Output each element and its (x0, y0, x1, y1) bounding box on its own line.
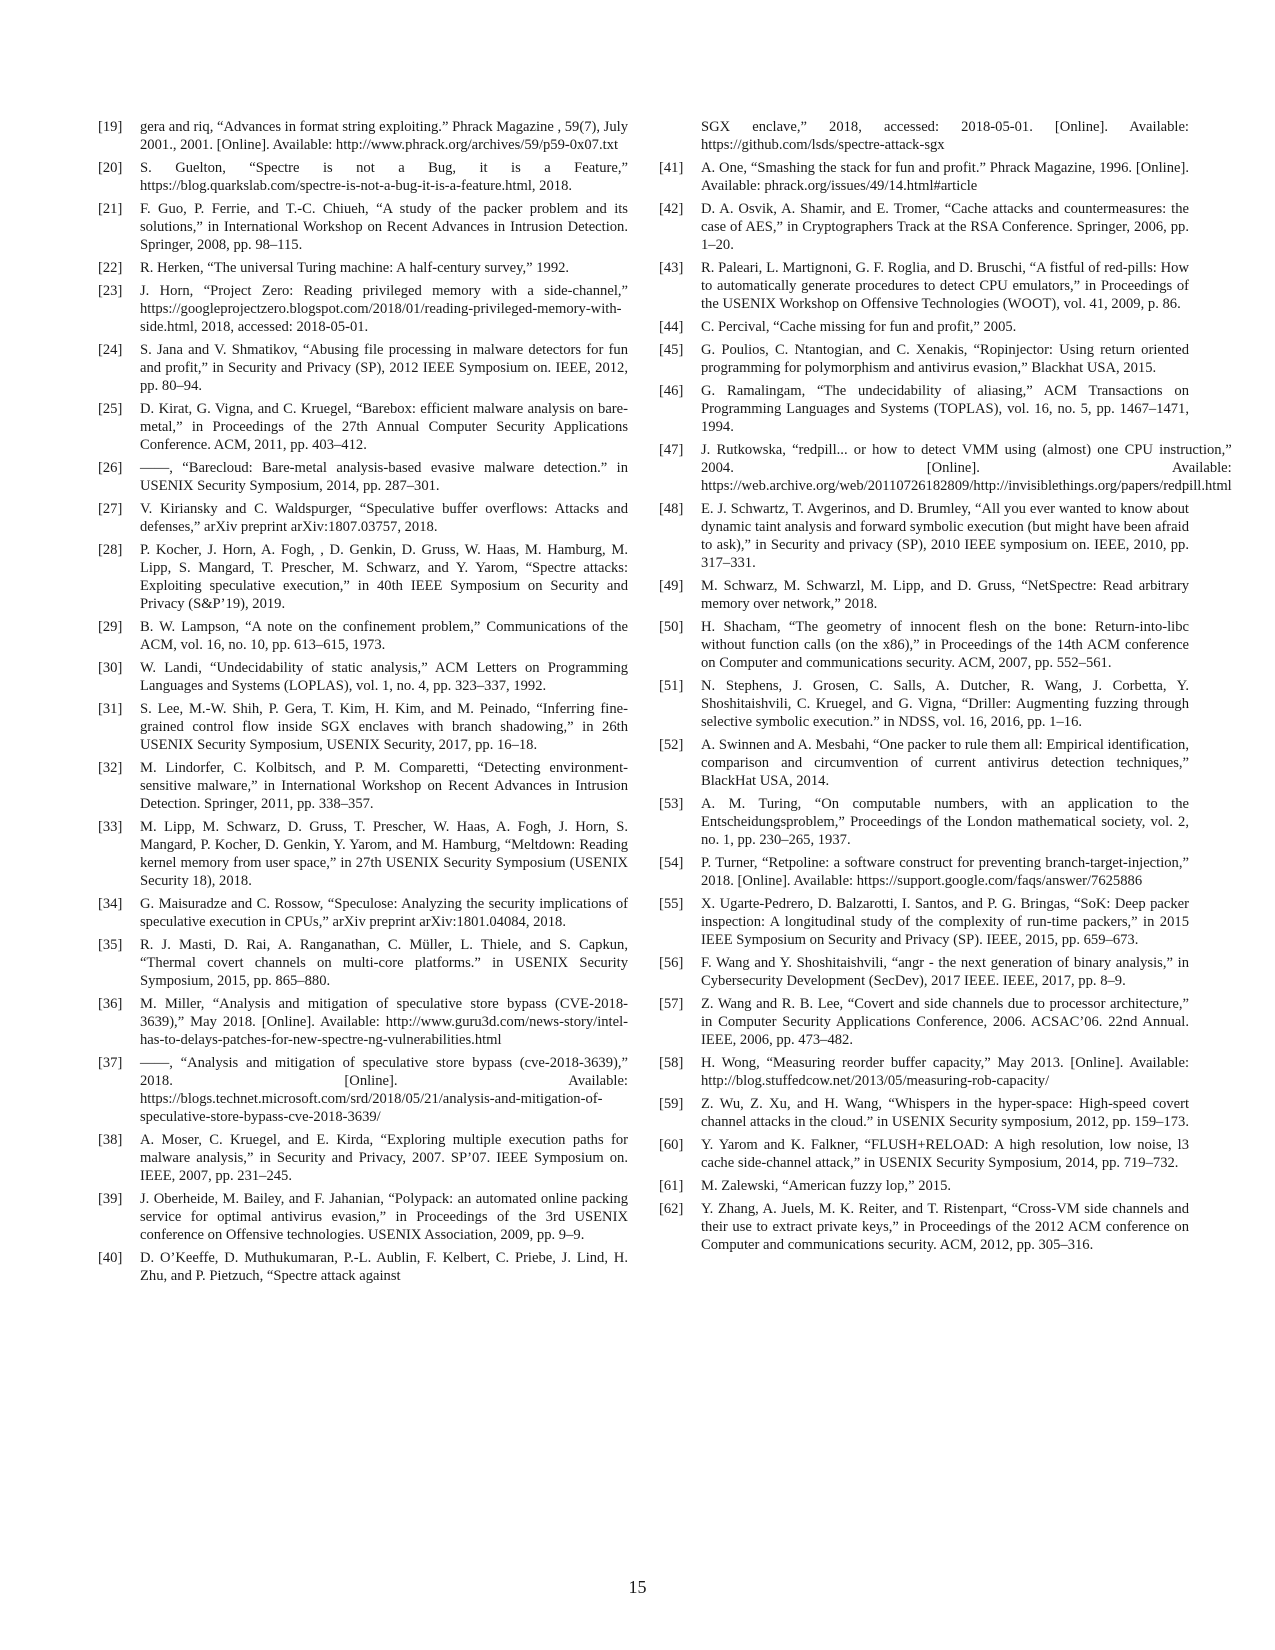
reference-number: [22] (98, 260, 123, 276)
reference-entry (659, 318, 1189, 336)
reference-entry (98, 200, 628, 254)
reference-text: N. Stephens, J. Grosen, C. Salls, A. Dutcher, R. Wang, J. Corbetta, Y. Shoshitaishvili, C. Kruegel, and G. Vigna, “Driller: Augmenting fuzzing through selective symbolic execution.” in NDSS, vol. 16, 2016, pp. 1–16. (701, 678, 1189, 730)
reference-number: [46] (659, 383, 684, 399)
reference-entry (98, 895, 628, 931)
reference-number: [56] (659, 955, 684, 971)
reference-entry (98, 400, 628, 454)
reference-text: M. Zalewski, “American fuzzy lop,” 2015. (701, 1178, 952, 1194)
reference-entry (98, 1249, 628, 1285)
reference-text: G. Poulios, C. Ntantogian, and C. Xenakis, “Ropinjector: Using return oriented programming for polymorphism and antivirus evasion,” Blackhat USA, 2015. (701, 342, 1189, 376)
reference-entry (98, 341, 628, 395)
reference-entry (659, 341, 1189, 377)
reference-number: [34] (98, 896, 123, 912)
reference-text: Z. Wang and R. B. Lee, “Covert and side channels due to processor architecture,” in Computer Security Applications Conference, 2006. ACSAC’06. 22nd Annual. IEEE, 2006, pp. 473–482. (701, 996, 1189, 1048)
reference-number: [49] (659, 578, 684, 594)
references-right-column (659, 118, 1232, 1259)
reference-entry (659, 382, 1189, 436)
reference-text: J. Horn, “Project Zero: Reading privileged memory with a side-channel,” https://googleprojectzero.blogspot.com/2018/01/reading-privileged-memory-with-side.html, 2018, accessed: 2018-05-01. (140, 283, 628, 335)
reference-number: [27] (98, 501, 123, 517)
reference-number: [40] (98, 1250, 123, 1266)
reference-text: P. Kocher, J. Horn, A. Fogh, , D. Genkin, D. Gruss, W. Haas, M. Hamburg, M. Lipp, S. Mangard, T. Prescher, M. Schwarz, and Y. Yarom, “Spectre attacks: Exploiting speculative execution,” in 40th IEEE Symposium on Security and Privacy (S&P’19), 2019. (140, 542, 628, 612)
reference-text: Y. Yarom and K. Falkner, “FLUSH+RELOAD: A high resolution, low noise, l3 cache side-channel attack,” in USENIX Security Symposium, 2014, pp. 719–732. (701, 1137, 1189, 1171)
reference-number: [61] (659, 1178, 684, 1194)
reference-text: V. Kiriansky and C. Waldspurger, “Speculative buffer overflows: Attacks and defenses,” arXiv preprint arXiv:1807.03757, 2018. (140, 501, 628, 535)
reference-text: A. Moser, C. Kruegel, and E. Kirda, “Exploring multiple execution paths for malware analysis,” in Security and Privacy, 2007. SP’07. IEEE Symposium on. IEEE, 2007, pp. 231–245. (140, 1132, 628, 1184)
reference-entry (98, 159, 628, 195)
reference-text: R. Paleari, L. Martignoni, G. F. Roglia, and D. Bruschi, “A fistful of red-pills: How to automatically generate procedures to detect CPU emulators,” in Proceedings of the USENIX Workshop on Offensive Technologies (WOOT), vol. 41, 2009, p. 86. (701, 260, 1189, 312)
reference-text: R. Herken, “The universal Turing machine: A half-century survey,” 1992. (140, 260, 570, 276)
reference-number: [36] (98, 996, 123, 1012)
reference-entry (98, 259, 628, 277)
reference-text: P. Turner, “Retpoline: a software construct for preventing branch-target-injection,” 2018. [Online]. Available: https://support.google.com/faqs/answer/7625886 (701, 855, 1189, 889)
reference-number: [30] (98, 660, 123, 676)
reference-entry (98, 700, 628, 754)
reference-entry (659, 1054, 1189, 1090)
reference-entry (659, 854, 1189, 890)
reference-entry (98, 936, 628, 990)
reference-text: Y. Zhang, A. Juels, M. K. Reiter, and T. Ristenpart, “Cross-VM side channels and their use to extract private keys,” in Proceedings of the 2012 ACM conference on Computer and communications security. ACM, 2012, pp. 305–316. (701, 1201, 1189, 1253)
reference-number: [51] (659, 678, 684, 694)
reference-entry (98, 818, 628, 890)
reference-text: F. Wang and Y. Shoshitaishvili, “angr - the next generation of binary analysis,” in Cybersecurity Development (SecDev), 2017 IEEE. IEEE, 2017, pp. 8–9. (701, 955, 1189, 989)
reference-number: [25] (98, 401, 123, 417)
reference-entry (98, 1054, 628, 1126)
reference-text: F. Guo, P. Ferrie, and T.-C. Chiueh, “A study of the packer problem and its solutions,” in International Workshop on Recent Advances in Intrusion Detection. Springer, 2008, pp. 98–115. (140, 201, 628, 253)
reference-number: [37] (98, 1055, 123, 1071)
reference-number: [45] (659, 342, 684, 358)
reference-entry (98, 459, 628, 495)
reference-text: M. Schwarz, M. Schwarzl, M. Lipp, and D. Gruss, “NetSpectre: Read arbitrary memory over network,” 2018. (701, 578, 1189, 612)
reference-entry (98, 500, 628, 536)
reference-number: [55] (659, 896, 684, 912)
reference-text: D. O’Keeffe, D. Muthukumaran, P.-L. Aublin, F. Kelbert, C. Priebe, J. Lind, H. Zhu, and P. Pietzuch, “Spectre attack against (140, 1250, 628, 1284)
reference-text: H. Wong, “Measuring reorder buffer capacity,” May 2013. [Online]. Available: http://blog.stuffedcow.net/2013/05/measuring-rob-capacity/ (701, 1055, 1189, 1089)
reference-entry (659, 795, 1189, 849)
reference-text: S. Jana and V. Shmatikov, “Abusing file processing in malware detectors for fun and profit,” in Security and Privacy (SP), 2012 IEEE Symposium on. IEEE, 2012, pp. 80–94. (140, 342, 628, 394)
reference-text: E. J. Schwartz, T. Avgerinos, and D. Brumley, “All you ever wanted to know about dynamic taint analysis and forward symbolic execution (but might have been afraid to ask),” in Security and privacy (SP), 2010 IEEE symposium on. IEEE, 2010, pp. 317–331. (701, 501, 1189, 571)
reference-continuation-text: SGX enclave,” 2018, accessed: 2018-05-01. [Online]. Available: https://github.com/lsds/spectre-attack-sgx (701, 119, 1189, 153)
reference-text: C. Percival, “Cache missing for fun and profit,” 2005. (701, 319, 1017, 335)
reference-number: [42] (659, 201, 684, 217)
reference-entry (659, 441, 1232, 495)
reference-number: [26] (98, 460, 123, 476)
reference-number: [28] (98, 542, 123, 558)
reference-text: M. Lipp, M. Schwarz, D. Gruss, T. Prescher, W. Haas, A. Fogh, J. Horn, S. Mangard, P. Kocher, D. Genkin, Y. Yarom, and M. Hamburg, “Meltdown: Reading kernel memory from user space,” in 27th USENIX Security Symposium (USENIX Security 18), 2018. (140, 819, 628, 889)
reference-entry (659, 577, 1189, 613)
reference-entry (659, 1136, 1189, 1172)
page-number: 15 (628, 1577, 647, 1597)
reference-text: ——, “Barecloud: Bare-metal analysis-based evasive malware detection.” in USENIX Security Symposium, 2014, pp. 287–301. (140, 460, 628, 494)
reference-text: A. One, “Smashing the stack for fun and profit.” Phrack Magazine, 1996. [Online]. Available: phrack.org/issues/49/14.html#article (701, 160, 1189, 194)
reference-number: [19] (98, 119, 123, 135)
reference-continuation (659, 118, 1189, 154)
reference-number: [41] (659, 160, 684, 176)
reference-entry (659, 618, 1189, 672)
reference-number: [57] (659, 996, 684, 1012)
reference-number: [20] (98, 160, 123, 176)
reference-entry (98, 1131, 628, 1185)
reference-entry (659, 736, 1189, 790)
reference-text: D. Kirat, G. Vigna, and C. Kruegel, “Barebox: efficient malware analysis on bare-metal,” in Proceedings of the 27th Annual Computer Security Applications Conference. ACM, 2011, pp. 403–412. (140, 401, 628, 453)
reference-entry (98, 618, 628, 654)
reference-text: Z. Wu, Z. Xu, and H. Wang, “Whispers in the hyper-space: High-speed covert channel attacks in the cloud.” in USENIX Security symposium, 2012, pp. 159–173. (701, 1096, 1190, 1130)
reference-entry (659, 895, 1189, 949)
reference-number: [35] (98, 937, 123, 953)
reference-number: [50] (659, 619, 684, 635)
reference-entry (98, 1190, 628, 1244)
reference-entry (659, 995, 1189, 1049)
reference-number: [29] (98, 619, 123, 635)
reference-text: S. Lee, M.-W. Shih, P. Gera, T. Kim, H. Kim, and M. Peinado, “Inferring fine-grained control flow inside SGX enclaves with branch shadowing,” in 26th USENIX Security Symposium, USENIX Security, 2017, pp. 16–18. (140, 701, 628, 753)
reference-entry (659, 159, 1189, 195)
reference-number: [32] (98, 760, 123, 776)
reference-number: [48] (659, 501, 684, 517)
reference-number: [52] (659, 737, 684, 753)
reference-entry (659, 200, 1189, 254)
reference-entry (98, 541, 628, 613)
reference-entry (659, 1177, 1189, 1195)
reference-number: [58] (659, 1055, 684, 1071)
reference-number: [47] (659, 442, 684, 458)
reference-text: J. Oberheide, M. Bailey, and F. Jahanian, “Polypack: an automated online packing service for optimal antivirus evasion,” in Proceedings of the 3rd USENIX conference on Offensive technologies. USENIX Association, 2009, pp. 9–9. (140, 1191, 628, 1243)
reference-entry (659, 1200, 1189, 1254)
reference-text: J. Rutkowska, “redpill... or how to detect VMM using (almost) one CPU instruction,” 2004. [Online]. Available: https://web.archive.org/web/20110726182809/http://invisiblethings.org/papers/redpill.html (701, 442, 1232, 494)
reference-text: W. Landi, “Undecidability of static analysis,” ACM Letters on Programming Languages and Systems (LOPLAS), vol. 1, no. 4, pp. 323–337, 1992. (140, 660, 628, 694)
reference-text: M. Lindorfer, C. Kolbitsch, and P. M. Comparetti, “Detecting environment-sensitive malware,” in International Workshop on Recent Advances in Intrusion Detection. Springer, 2011, pp. 338–357. (140, 760, 628, 812)
reference-number: [54] (659, 855, 684, 871)
reference-text: B. W. Lampson, “A note on the confinement problem,” Communications of the ACM, vol. 16, no. 10, pp. 613–615, 1973. (140, 619, 628, 653)
reference-text: S. Guelton, “Spectre is not a Bug, it is a Feature,” https://blog.quarkslab.com/spectre-is-not-a-bug-it-is-a-feature.html, 2018. (140, 160, 628, 194)
reference-text: ——, “Analysis and mitigation of speculative store bypass (cve-2018-3639),” 2018. [Online]. Available: https://blogs.technet.microsoft.com/srd/2018/05/21/analysis-and-mitigation-of-speculative-store-bypass-cve-2018-3639/ (140, 1055, 628, 1125)
reference-number: [62] (659, 1201, 684, 1217)
reference-entry (98, 995, 628, 1049)
reference-text: A. M. Turing, “On computable numbers, with an application to the Entscheidungsproblem,” Proceedings of the London mathematical society, vol. 2, no. 1, pp. 230–265, 1937. (701, 796, 1189, 848)
reference-text: D. A. Osvik, A. Shamir, and E. Tromer, “Cache attacks and countermeasures: the case of AES,” in Cryptographers Track at the RSA Conference. Springer, 2006, pp. 1–20. (701, 201, 1189, 253)
reference-number: [53] (659, 796, 684, 812)
reference-text: G. Maisuradze and C. Rossow, “Speculose: Analyzing the security implications of speculative execution in CPUs,” arXiv preprint arXiv:1801.04084, 2018. (140, 896, 628, 930)
reference-entry (659, 500, 1189, 572)
reference-entry (98, 659, 628, 695)
reference-entry (98, 118, 628, 154)
reference-entry (659, 259, 1189, 313)
reference-entry (98, 759, 628, 813)
reference-entry (659, 1095, 1189, 1131)
reference-number: [60] (659, 1137, 684, 1153)
reference-entry (659, 677, 1189, 731)
reference-number: [43] (659, 260, 684, 276)
reference-number: [21] (98, 201, 123, 217)
reference-text: G. Ramalingam, “The undecidability of aliasing,” ACM Transactions on Programming Languages and Systems (TOPLAS), vol. 16, no. 5, pp. 1467–1471, 1994. (701, 383, 1189, 435)
reference-number: [31] (98, 701, 123, 717)
reference-text: X. Ugarte-Pedrero, D. Balzarotti, I. Santos, and P. G. Bringas, “SoK: Deep packer inspection: A longitudinal study of the complexity of run-time packers,” in 2015 IEEE Symposium on Security and Privacy (SP). IEEE, 2015, pp. 659–673. (701, 896, 1189, 948)
reference-number: [59] (659, 1096, 684, 1112)
reference-entry (659, 954, 1189, 990)
reference-entry (98, 282, 628, 336)
reference-text: A. Swinnen and A. Mesbahi, “One packer to rule them all: Empirical identification, comparison and circumvention of current antivirus detection techniques,” BlackHat USA, 2014. (701, 737, 1189, 789)
reference-number: [38] (98, 1132, 123, 1148)
reference-text: H. Shacham, “The geometry of innocent flesh on the bone: Return-into-libc without function calls (on the x86),” in Proceedings of the 14th ACM conference on Computer and communications security. ACM, 2007, pp. 552–561. (701, 619, 1189, 671)
reference-number: [44] (659, 319, 684, 335)
references-left-column (98, 118, 628, 1290)
reference-text: gera and riq, “Advances in format string exploiting.” Phrack Magazine , 59(7), July 2001., 2001. [Online]. Available: http://www.phrack.org/archives/59/p59-0x07.txt (140, 119, 628, 153)
reference-text: R. J. Masti, D. Rai, A. Ranganathan, C. Müller, L. Thiele, and S. Capkun, “Thermal covert channels on multi-core platforms.” in USENIX Security Symposium, 2015, pp. 865–880. (140, 937, 628, 989)
reference-number: [39] (98, 1191, 123, 1207)
reference-number: [24] (98, 342, 123, 358)
reference-text: M. Miller, “Analysis and mitigation of speculative store bypass (CVE-2018-3639),” May 2018. [Online]. Available: http://www.guru3d.com/news-story/intel-has-to-delays-patches-for-new-spectre-ng-vulnerabilities.html (140, 996, 628, 1048)
reference-number: [33] (98, 819, 123, 835)
reference-number: [23] (98, 283, 123, 299)
